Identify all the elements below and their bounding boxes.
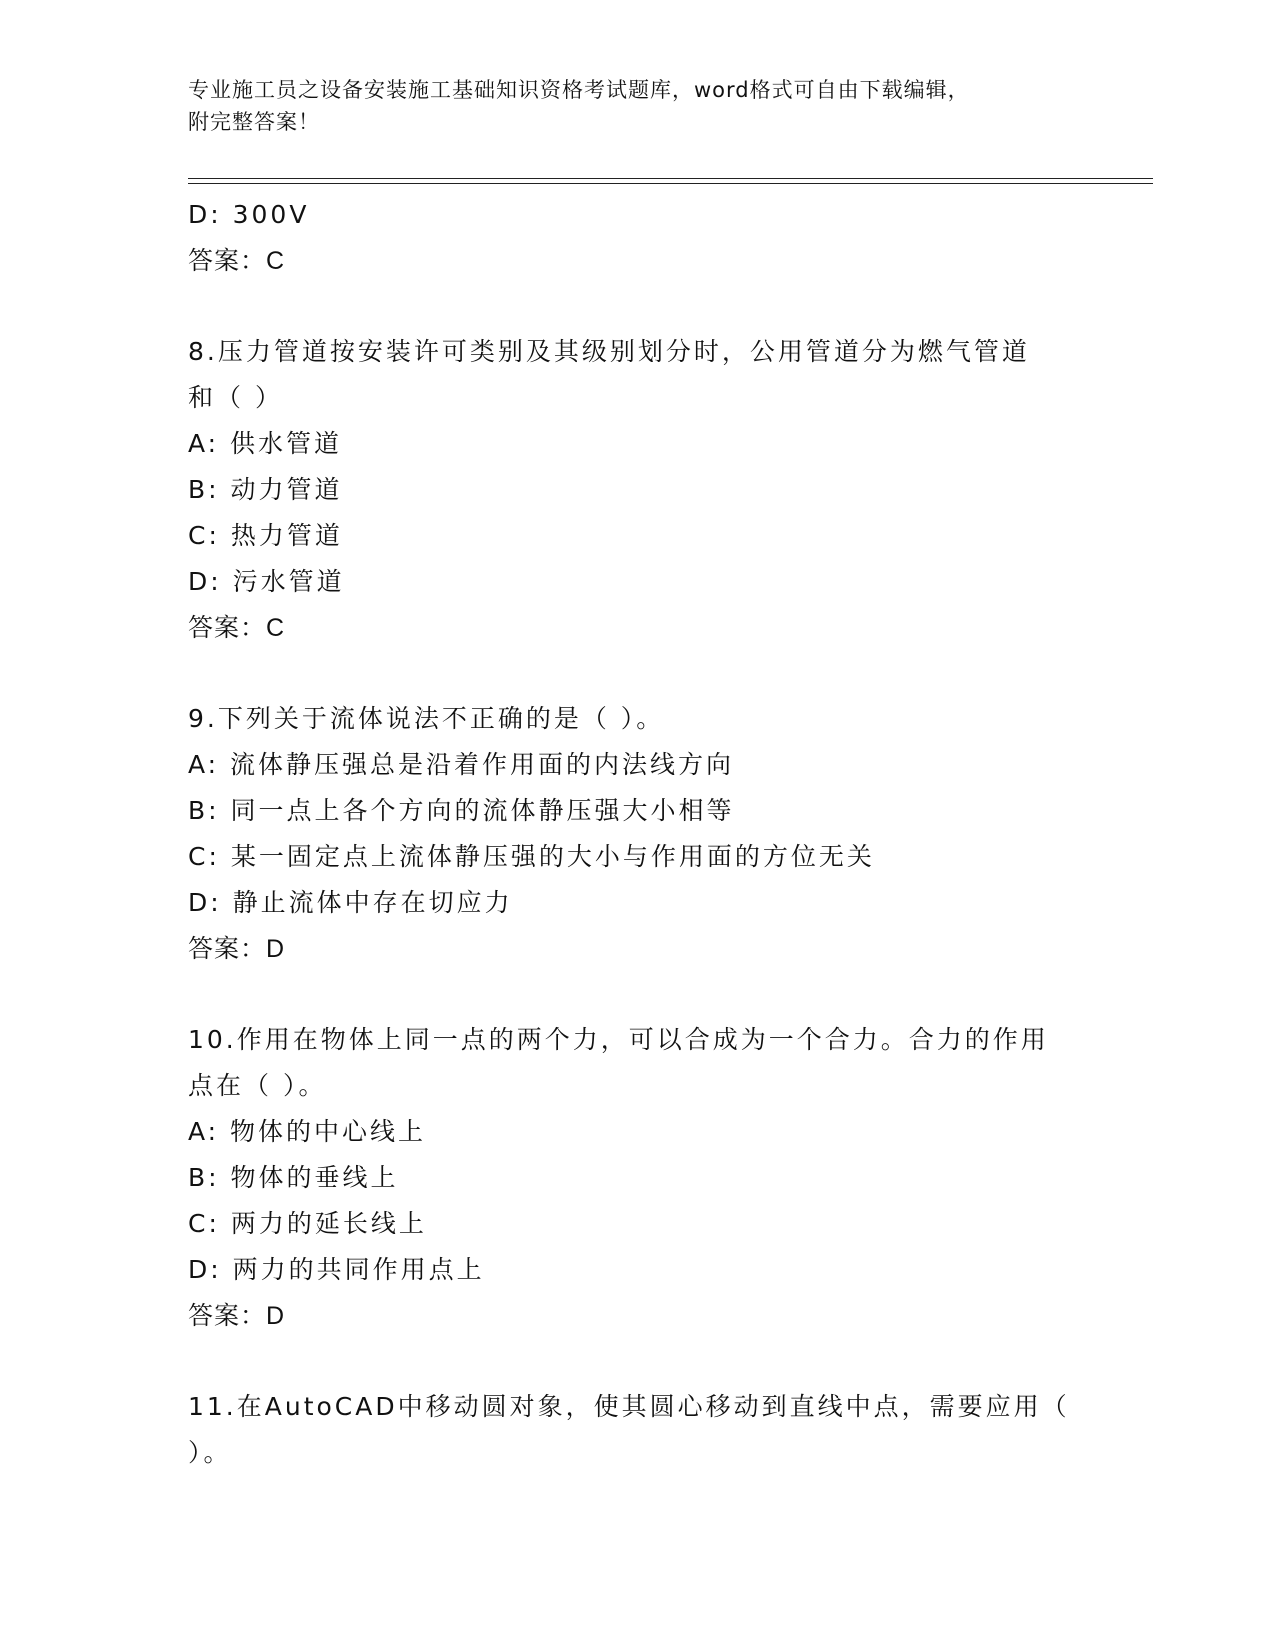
q10-option-c: C: 两力的延长线上	[188, 1209, 427, 1238]
q10-option-a: A: 物体的中心线上	[188, 1117, 427, 1146]
header-rule-bottom	[188, 183, 1153, 184]
q8-option-a: A: 供水管道	[188, 429, 343, 458]
q11-stem-line-2: ）。	[188, 1438, 232, 1467]
q8-option-c: C: 热力管道	[188, 521, 343, 550]
header-rule-top	[188, 178, 1153, 179]
q11-stem-line-1: 11.在AutoCAD中移动圆对象，使其圆心移动到直线中点，需要应用（	[188, 1392, 1070, 1421]
question-list	[188, 192, 1088, 1476]
q10-stem-line-1: 10.作用在物体上同一点的两个力，可以合成为一个合力。合力的作用	[188, 1025, 1049, 1054]
document-header	[188, 74, 1068, 138]
q9-stem-line-1: 9.下列关于流体说法不正确的是（ ）。	[188, 704, 665, 733]
q8-option-b: B: 动力管道	[188, 475, 343, 504]
q7-answer: 答案：C	[188, 247, 286, 275]
q10-option-d: D: 两力的共同作用点上	[188, 1255, 485, 1284]
header-line-1: 专业施工员之设备安装施工基础知识资格考试题库，word格式可自由下载编辑，	[188, 78, 970, 102]
q10-stem-line-2: 点在（ ）。	[188, 1071, 327, 1100]
q7-option-d: D: 300V	[188, 200, 310, 229]
q10-answer: 答案：D	[188, 1302, 286, 1330]
q9-answer: 答案：D	[188, 935, 286, 963]
q9-option-a: A: 流体静压强总是沿着作用面的内法线方向	[188, 750, 735, 779]
q8-answer: 答案：C	[188, 614, 286, 642]
q8-stem-line-1: 8.压力管道按安装许可类别及其级别划分时，公用管道分为燃气管道	[188, 337, 1030, 366]
q10-option-b: B: 物体的垂线上	[188, 1163, 399, 1192]
header-line-2: 附完整答案！	[188, 110, 320, 134]
q9-option-b: B: 同一点上各个方向的流体静压强大小相等	[188, 796, 735, 825]
q8-stem-line-2: 和（ ）	[188, 383, 283, 412]
q8-option-d: D: 污水管道	[188, 567, 345, 596]
q9-option-d: D: 静止流体中存在切应力	[188, 888, 513, 917]
q9-option-c: C: 某一固定点上流体静压强的大小与作用面的方位无关	[188, 842, 875, 871]
